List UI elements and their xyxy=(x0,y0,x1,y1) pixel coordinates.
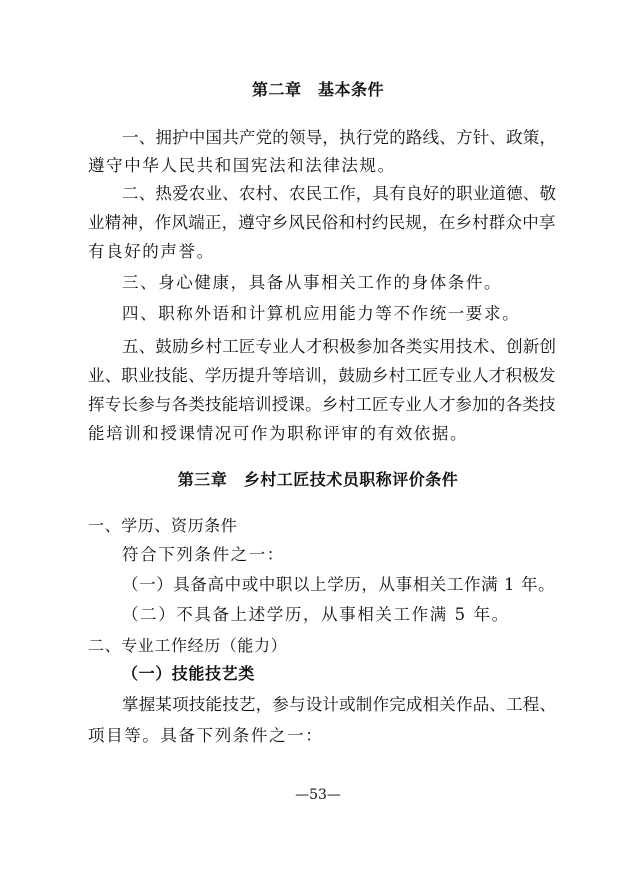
text-line: 业精神，作风端正，遵守乡风民俗和村约民规，在乡村群众中享 xyxy=(88,213,556,232)
text-line: 有良好的声誉。 xyxy=(88,242,215,261)
text-line: 掌握某项技能技艺，参与设计或制作完成相关作品、工程、 xyxy=(122,695,557,714)
page-number: —53— xyxy=(295,787,341,803)
text-line: 二、热爱农业、农村、农民工作，具有良好的职业道德、敬 xyxy=(122,184,557,203)
text-line: 四、职称外语和计算机应用能力等不作统一要求。 xyxy=(122,304,521,323)
list-item: （二）不具备上述学历，从事相关工作满 5 年。 xyxy=(122,605,510,624)
section-heading: 一、学历、资历条件 xyxy=(88,516,238,535)
text-line: 遵守中华人民共和国宪法和法律法规。 xyxy=(88,156,396,175)
section-heading: 二、专业工作经历（能力） xyxy=(88,636,288,655)
text-line: 挥专长参与各类技能培训授课。乡村工匠专业人才参加的各类技 xyxy=(88,395,556,414)
text-line: 符合下列条件之一： xyxy=(122,545,285,564)
text-line: 项目等。具备下列条件之一： xyxy=(88,726,324,745)
subsection-heading: （一）技能技艺类 xyxy=(122,664,255,683)
list-item: （一）具备高中或中职以上学历，从事相关工作满 1 年。 xyxy=(122,575,556,594)
text-line: 能培训和授课情况可作为职称评审的有效依据。 xyxy=(88,424,469,443)
chapter-2-title: 第二章 基本条件 xyxy=(251,80,384,99)
text-line: 三、身心健康，具备从事相关工作的身体条件。 xyxy=(122,273,503,292)
text-line: 业、职业技能、学历提升等培训，鼓励乡村工匠专业人才积极发 xyxy=(88,366,556,385)
text-line: 一、拥护中国共产党的领导，执行党的路线、方针、政策， xyxy=(122,128,557,147)
chapter-3-title: 第三章 乡村工匠技术员职称评价条件 xyxy=(177,470,459,489)
text-line: 五、鼓励乡村工匠专业人才积极参加各类实用技术、创新创 xyxy=(122,337,557,356)
